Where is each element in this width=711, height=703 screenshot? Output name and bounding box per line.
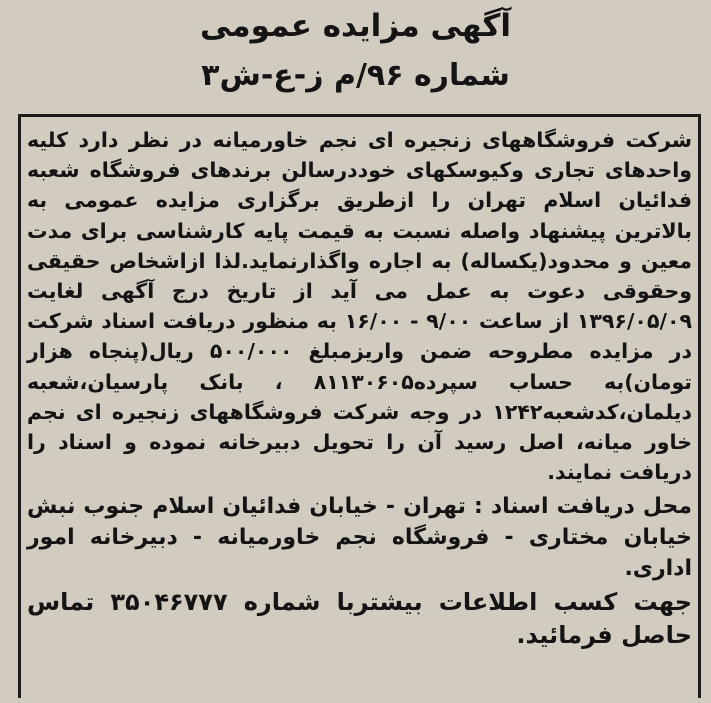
- notice-number: شماره ۹۶/م ز-ع-ش۳: [201, 58, 510, 93]
- notice-title: آگهی مزایده عمومی: [200, 8, 511, 44]
- notice-heading: [0, 0, 711, 112]
- notice-body-box: [18, 114, 701, 698]
- document-pickup-location: محل دریافت اسناد : تهران - خیابان فدائیان اسلام جنوب نبش خیابان مختاری - فروشگاه نجم خاورمیانه - دبیرخانه امور اداری.: [27, 494, 692, 582]
- auction-description: شرکت فروشگاههای زنجیره ای نجم خاورمیانه در نظر دارد کلیه واحدهای تجاری وکیوسکهای خوددرسالن برندهای فروشگاه شعبه فدائیان اسلام تهران را ازطریق برگزاری مزایده عمومی به بالاترین پیشنهاد واصله نسبت به قیمت پایه کارشناسی برای مدت معین و محدود(یکساله) به اجاره واگذارنماید.لذا ازاشخاص حقیقی وحقوقی دعوت به عمل می آید از تاریخ درج آگهی لغایت ۱۳۹۶/۰۵/۰۹ از ساعت ۹/۰۰ - ۱۶/۰۰ به منظور دریافت اسناد شرکت در مزایده مطروحه ضمن واریزمبلغ ۵۰۰/۰۰۰ ریال(پنجاه هزار تومان)به حساب سپرده۸۱۱۳۰۶۰۵ ، بانک پارسیان،شعبه دیلمان،کدشعبه۱۲۴۲ در وجه شرکت فروشگاههای زنجیره ای نجم خاور میانه، اصل رسید آن را تحویل دبیرخانه نموده و اسناد را دریافت نمایند.: [27, 128, 693, 485]
- contact-info: جهت کسب اطلاعات بیشتربا شماره ۳۵۰۴۶۷۷۷ تماس حاصل فرمائید.: [27, 588, 692, 650]
